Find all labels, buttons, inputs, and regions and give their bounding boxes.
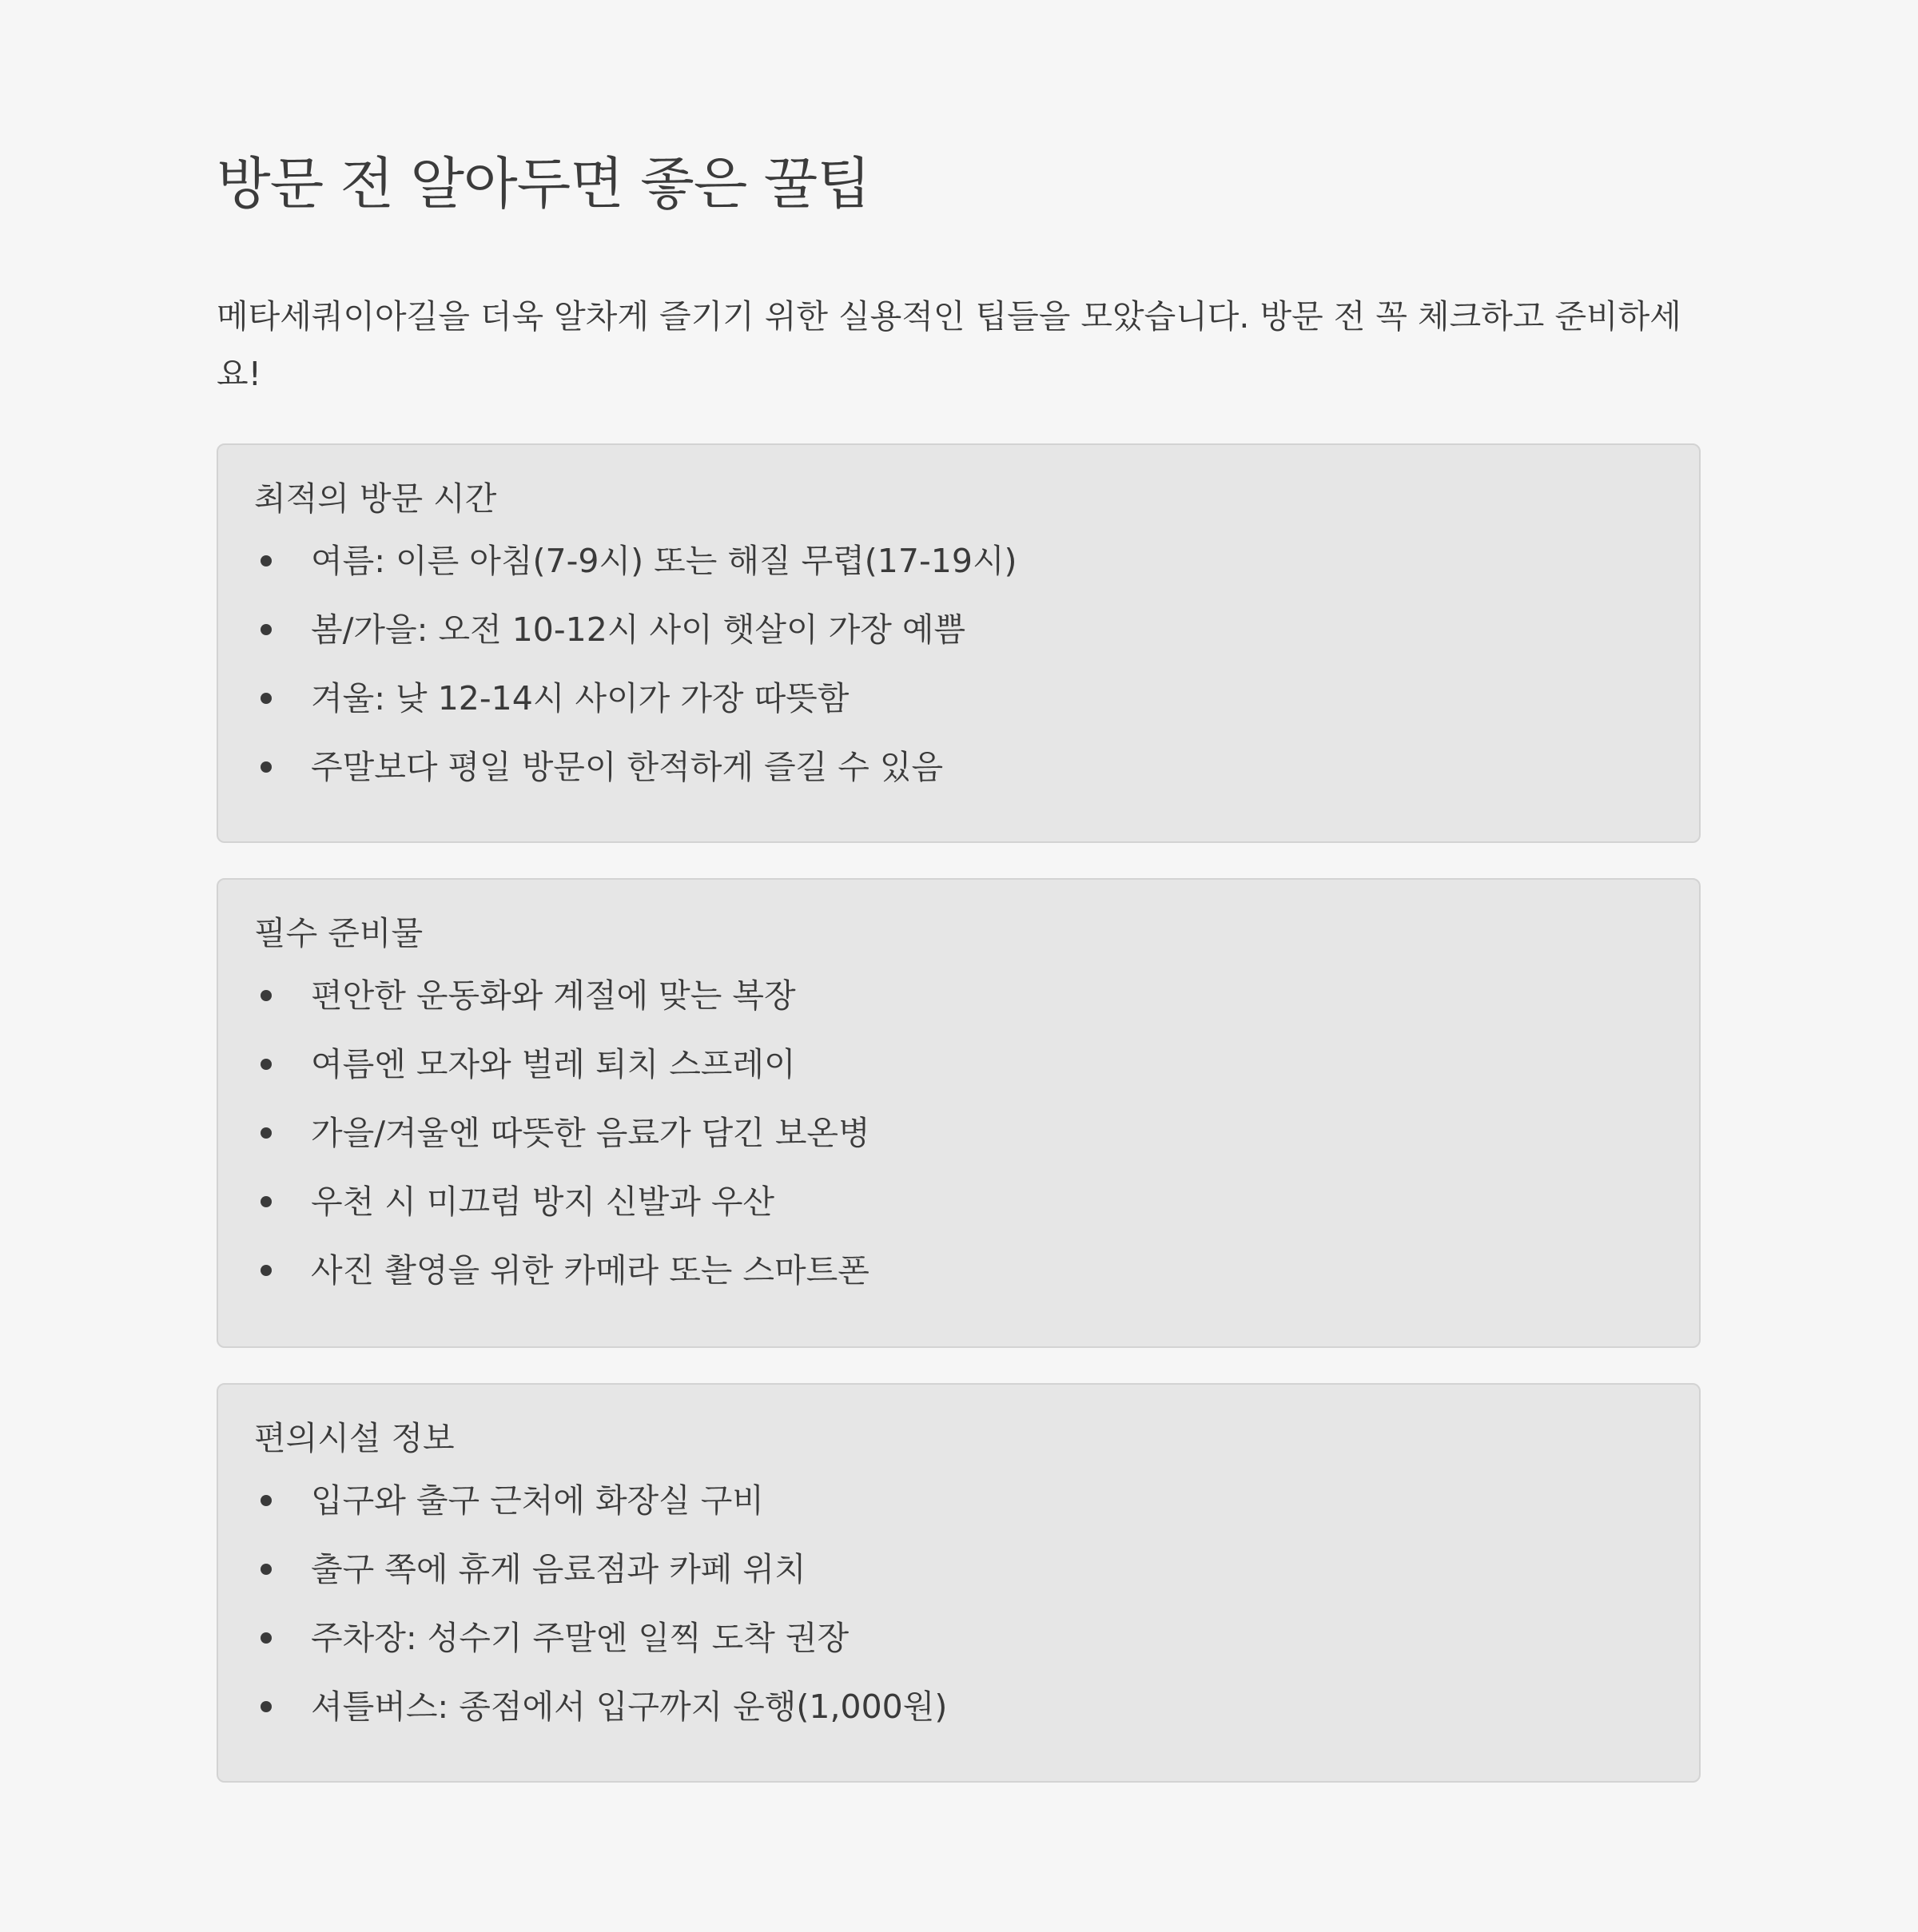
tip-list (218, 974, 1699, 1318)
bullet-icon (261, 693, 272, 704)
list-item-text: 우천 시 미끄럼 방지 신발과 우산 (311, 1183, 775, 1221)
bullet-icon (261, 624, 272, 635)
list-item-text: 봄/가을: 오전 10-12시 사이 햇살이 가장 예쁨 (311, 610, 966, 649)
list-item-text: 사진 촬영을 위한 카메라 또는 스마트폰 (311, 1251, 869, 1290)
card-title: 편의시설 정보 (254, 1419, 455, 1457)
list-item-text: 겨울: 낮 12-14시 사이가 가장 따뜻함 (311, 679, 850, 718)
card-title: 필수 준비물 (254, 914, 424, 952)
list-item (218, 745, 1699, 814)
card-title: 최적의 방문 시간 (254, 479, 497, 518)
list-item-text: 여름엔 모자와 벌레 퇴치 스프레이 (311, 1045, 796, 1083)
page-title: 방문 전 알아두면 좋은 꿀팁 (217, 151, 870, 217)
card-best-visit-time (217, 443, 1701, 843)
list-item (218, 539, 1699, 608)
bullet-icon (261, 761, 272, 773)
list-item (218, 1548, 1699, 1616)
bullet-icon (261, 1059, 272, 1070)
bullet-icon (261, 1564, 272, 1575)
list-item (218, 1685, 1699, 1754)
bullet-icon (261, 1701, 272, 1712)
list-item-text: 입구와 출구 근처에 화장실 구비 (311, 1481, 765, 1520)
list-item (218, 1249, 1699, 1318)
list-item (218, 608, 1699, 677)
list-item-text: 편안한 운동화와 계절에 맞는 복장 (311, 976, 796, 1015)
list-item (218, 974, 1699, 1043)
card-facilities (217, 1383, 1701, 1783)
list-item-text: 셔틀버스: 종점에서 입구까지 운행(1,000원) (311, 1688, 948, 1726)
bullet-icon (261, 1196, 272, 1207)
list-item (218, 1616, 1699, 1685)
list-item-text: 주차장: 성수기 주말엔 일찍 도착 권장 (311, 1619, 850, 1657)
bullet-icon (261, 990, 272, 1001)
tip-list (218, 1479, 1699, 1754)
list-item (218, 1180, 1699, 1249)
list-item-text: 가을/겨울엔 따뜻한 음료가 담긴 보온병 (311, 1114, 870, 1152)
list-item (218, 1479, 1699, 1548)
list-item (218, 1043, 1699, 1111)
intro-text: 메타세쿼이아길을 더욱 알차게 즐기기 위한 실용적인 팁들을 모았습니다. 방문 전 꼭 체크하고 준비하세요! (217, 297, 1681, 393)
bullet-icon (261, 1495, 272, 1506)
tip-list (218, 539, 1699, 814)
list-item (218, 1111, 1699, 1180)
list-item (218, 677, 1699, 745)
list-item-text: 여름: 이른 아침(7-9시) 또는 해질 무렵(17-19시) (311, 542, 1017, 580)
card-essentials (217, 878, 1701, 1348)
bullet-icon (261, 1265, 272, 1276)
bullet-icon (261, 1127, 272, 1139)
bullet-icon (261, 555, 272, 566)
bullet-icon (261, 1632, 272, 1644)
list-item-text: 주말보다 평일 방문이 한적하게 즐길 수 있음 (311, 748, 944, 786)
list-item-text: 출구 쪽에 휴게 음료점과 카페 위치 (311, 1550, 806, 1588)
